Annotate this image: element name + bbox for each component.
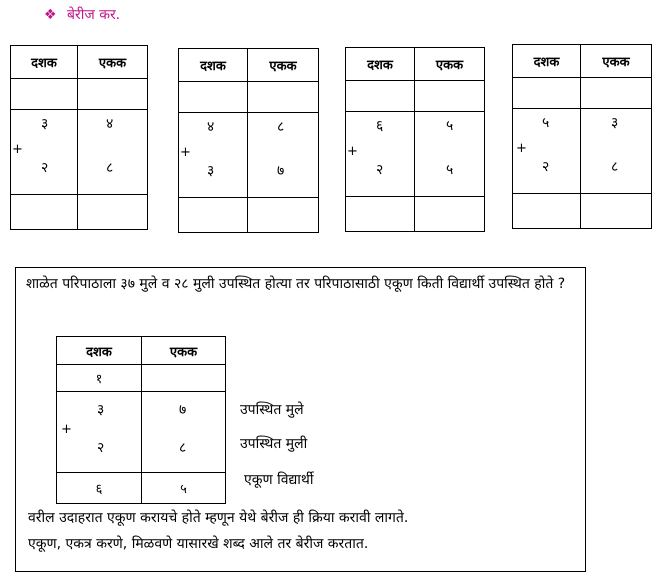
bottom-ones-digit: ५ bbox=[446, 162, 454, 178]
practice-table-3 bbox=[345, 47, 485, 232]
answer-ones-cell[interactable] bbox=[248, 198, 319, 233]
bottom-ones-digit: ८ bbox=[106, 160, 114, 176]
tens-header: दशक bbox=[513, 45, 581, 78]
bottom-tens-digit: ३ bbox=[207, 163, 215, 179]
answer-tens-cell[interactable] bbox=[11, 195, 78, 230]
boys-ones-digit: ७ bbox=[179, 402, 187, 418]
ones-addends bbox=[415, 112, 485, 197]
tens-addends bbox=[513, 109, 581, 194]
tens-addends bbox=[57, 392, 142, 473]
word-problem-text: शाळेत परिपाठाला ३७ मुले व २८ मुली उपस्थित होत्या तर परिपाठासाठी एकूण किती विद्यार्थी उपस्थित होते ? bbox=[26, 276, 566, 292]
carry-cell[interactable] bbox=[581, 78, 652, 109]
top-tens-digit: ५ bbox=[542, 115, 550, 131]
practice-table-4 bbox=[512, 44, 652, 229]
girls-tens-digit: २ bbox=[97, 440, 105, 456]
tens-addends bbox=[346, 112, 415, 197]
total-label: एकूण विद्यार्थी bbox=[244, 472, 314, 488]
explanation-line-1: वरील उदाहरात एकूण करायचे होते म्हणून येथे बेरीज ही क्रिया करावी लागते. bbox=[28, 510, 409, 526]
carry-cell[interactable] bbox=[415, 81, 485, 112]
carry-cell[interactable] bbox=[11, 79, 78, 110]
top-tens-digit: ३ bbox=[41, 116, 49, 132]
practice-table-1 bbox=[10, 45, 148, 230]
bottom-ones-digit: ७ bbox=[277, 163, 285, 179]
bottom-ones-digit: ८ bbox=[611, 159, 619, 175]
tens-header: दशक bbox=[57, 337, 142, 365]
carry-tens-digit: १ bbox=[57, 365, 142, 392]
exercise-title bbox=[44, 5, 120, 24]
carry-cell[interactable] bbox=[179, 82, 248, 113]
plus-sign: + bbox=[347, 144, 358, 159]
sum-ones-digit: ५ bbox=[142, 473, 226, 504]
sum-tens-digit: ६ bbox=[57, 473, 142, 504]
carry-cell[interactable] bbox=[346, 81, 415, 112]
answer-tens-cell[interactable] bbox=[346, 197, 415, 232]
explanation bbox=[28, 505, 578, 557]
ones-header: एकक bbox=[415, 48, 485, 81]
ones-addends bbox=[581, 109, 652, 194]
top-ones-digit: ३ bbox=[611, 115, 619, 131]
carry-ones-cell bbox=[142, 365, 226, 392]
ones-header: एकक bbox=[581, 45, 652, 78]
example-table bbox=[56, 336, 226, 504]
top-tens-digit: ४ bbox=[207, 119, 215, 135]
answer-ones-cell[interactable] bbox=[78, 195, 148, 230]
tens-addends bbox=[11, 110, 78, 195]
boys-tens-digit: ३ bbox=[97, 402, 105, 418]
plus-sign: + bbox=[12, 142, 23, 157]
ones-header: एकक bbox=[248, 49, 319, 82]
boys-label: उपस्थित मुले bbox=[240, 402, 304, 418]
ones-header: एकक bbox=[78, 46, 148, 79]
top-ones-digit: ४ bbox=[106, 116, 114, 132]
answer-tens-cell[interactable] bbox=[513, 194, 581, 229]
carry-cell[interactable] bbox=[248, 82, 319, 113]
diamond-bullet-icon: ❖ bbox=[44, 7, 57, 23]
top-tens-digit: ६ bbox=[376, 118, 384, 134]
bottom-tens-digit: २ bbox=[542, 159, 550, 175]
tens-header: दशक bbox=[11, 46, 78, 79]
tens-header: दशक bbox=[346, 48, 415, 81]
carry-cell[interactable] bbox=[78, 79, 148, 110]
plus-sign: + bbox=[180, 145, 191, 160]
answer-tens-cell[interactable] bbox=[179, 198, 248, 233]
exercise-title-text: बेरीज कर. bbox=[67, 7, 121, 23]
tens-addends bbox=[179, 113, 248, 198]
ones-header: एकक bbox=[142, 337, 226, 365]
girls-label: उपस्थित मुली bbox=[240, 436, 308, 452]
carry-cell[interactable] bbox=[513, 78, 581, 109]
top-ones-digit: ८ bbox=[277, 119, 285, 135]
ones-addends bbox=[248, 113, 319, 198]
ones-addends bbox=[78, 110, 148, 195]
answer-ones-cell[interactable] bbox=[581, 194, 652, 229]
answer-ones-cell[interactable] bbox=[415, 197, 485, 232]
top-ones-digit: ५ bbox=[446, 118, 454, 134]
plus-sign: + bbox=[61, 422, 72, 437]
bottom-tens-digit: २ bbox=[41, 160, 49, 176]
bottom-tens-digit: २ bbox=[376, 162, 384, 178]
ones-addends bbox=[142, 392, 226, 473]
worked-example-box bbox=[15, 267, 586, 572]
explanation-line-2: एकूण, एकत्र करणे, मिळवणे यासारखे शब्द आले तर बेरीज करतात. bbox=[28, 536, 369, 552]
practice-table-2 bbox=[178, 48, 319, 233]
tens-header: दशक bbox=[179, 49, 248, 82]
girls-ones-digit: ८ bbox=[179, 440, 187, 456]
plus-sign: + bbox=[516, 141, 527, 156]
